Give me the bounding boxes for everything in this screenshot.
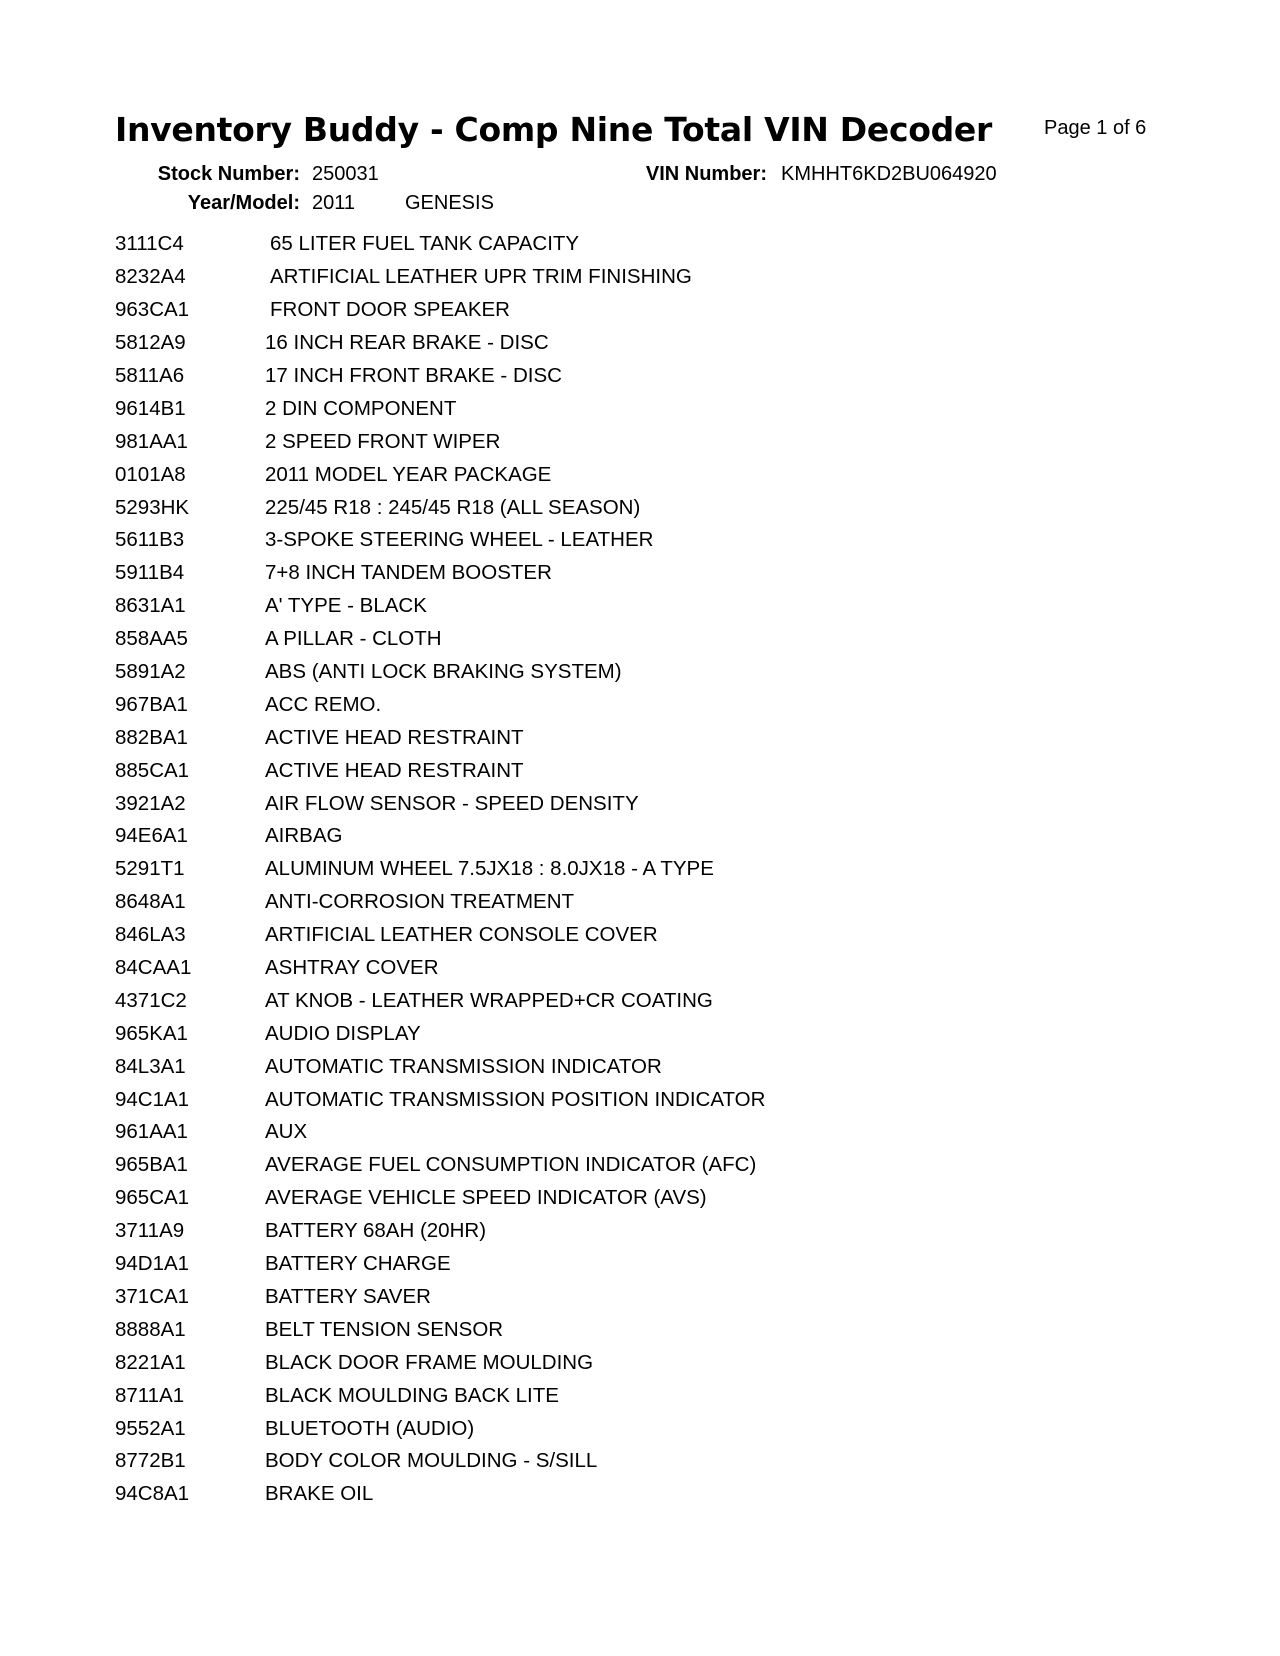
option-row [115, 1116, 1175, 1149]
option-code: 8221A1 [115, 1350, 186, 1374]
option-row [115, 787, 1175, 820]
option-description: 17 INCH FRONT BRAKE - DISC [265, 364, 562, 387]
option-code: 4371C2 [115, 988, 187, 1012]
option-row [115, 425, 1175, 458]
option-code: 5293HK [115, 495, 190, 519]
option-row [115, 1050, 1175, 1083]
option-description: BLACK MOULDING BACK LITE [265, 1383, 559, 1407]
page-number: Page 1 of 6 [1044, 117, 1147, 139]
option-row [115, 688, 1175, 721]
option-description: ASHTRAY COVER [265, 956, 439, 980]
option-description: AUX [265, 1120, 308, 1144]
option-row [115, 1412, 1175, 1445]
option-description: 225/45 R18 : 245/45 R18 (ALL SEASON) [265, 495, 641, 519]
option-code: 858AA5 [115, 627, 188, 651]
option-code: 965BA1 [115, 1153, 188, 1177]
option-code: 5291T1 [115, 857, 185, 881]
option-description: BLUETOOTH (AUDIO) [265, 1416, 475, 1440]
option-description: A PILLAR - CLOTH [265, 627, 442, 651]
option-row [115, 1017, 1175, 1050]
option-description: ABS (ANTI LOCK BRAKING SYSTEM) [265, 660, 622, 684]
option-description: AIRBAG [265, 824, 343, 848]
option-description: AVERAGE VEHICLE SPEED INDICATOR (AVS) [265, 1186, 707, 1210]
option-row [115, 228, 1175, 261]
option-code: 84L3A1 [115, 1054, 186, 1078]
option-row [115, 656, 1175, 689]
option-row [115, 1346, 1175, 1379]
option-description: ACTIVE HEAD RESTRAINT [265, 758, 524, 782]
option-description: AVERAGE FUEL CONSUMPTION INDICATOR (AFC) [265, 1153, 757, 1177]
option-code: 8711A1 [115, 1383, 185, 1407]
option-description: 2 SPEED FRONT WIPER [265, 429, 501, 453]
option-code: 5811A6 [115, 364, 185, 387]
option-description: BATTERY SAVER [265, 1284, 431, 1308]
option-code: 371CA1 [115, 1284, 190, 1308]
option-code: 3921A2 [115, 791, 186, 815]
option-row [115, 1379, 1175, 1412]
option-row [115, 491, 1175, 524]
option-row [115, 360, 1175, 393]
option-row [115, 754, 1175, 787]
option-row [115, 1281, 1175, 1314]
option-description: AIR FLOW SENSOR - SPEED DENSITY [265, 791, 639, 815]
option-code: 5911B4 [115, 561, 185, 585]
vin-number-label: VIN Number: [645, 163, 767, 185]
option-row [115, 261, 1175, 294]
option-code: 8648A1 [115, 890, 186, 914]
option-code: 965KA1 [115, 1021, 188, 1045]
option-description: 7+8 INCH TANDEM BOOSTER [265, 561, 552, 585]
option-description: ANTI-CORROSION TREATMENT [265, 890, 575, 914]
option-code: 94C1A1 [115, 1087, 190, 1111]
option-code: 3111C4 [115, 232, 184, 256]
option-description: 2011 MODEL YEAR PACKAGE [265, 462, 552, 486]
option-row [115, 458, 1175, 491]
option-list [115, 228, 1175, 1511]
option-row [115, 294, 1175, 327]
option-row [115, 590, 1175, 623]
option-code: 963CA1 [115, 298, 190, 322]
option-code: 5891A2 [115, 660, 186, 684]
option-description: ACC REMO. [265, 692, 382, 716]
option-code: 8631A1 [115, 594, 186, 618]
option-code: 8888A1 [115, 1317, 186, 1341]
option-row [115, 820, 1175, 853]
option-row [115, 952, 1175, 985]
option-code: 9614B1 [115, 396, 186, 420]
option-row [115, 1248, 1175, 1281]
option-row [115, 327, 1175, 360]
option-code: 885CA1 [115, 758, 190, 782]
option-code: 94D1A1 [115, 1252, 190, 1276]
option-description: AUDIO DISPLAY [265, 1021, 421, 1045]
option-row [115, 392, 1175, 425]
stock-number-value: 250031 [312, 163, 379, 185]
option-code: 94C8A1 [115, 1482, 190, 1506]
option-row [115, 886, 1175, 919]
option-row [115, 984, 1175, 1017]
option-description: FRONT DOOR SPEAKER [270, 298, 510, 322]
option-row [115, 919, 1175, 952]
option-code: 882BA1 [115, 725, 188, 749]
option-row [115, 1182, 1175, 1215]
option-description: BLACK DOOR FRAME MOULDING [265, 1350, 594, 1374]
model-value: GENESIS [405, 192, 494, 214]
option-description: BATTERY 68AH (20HR) [265, 1219, 487, 1243]
option-description: ACTIVE HEAD RESTRAINT [265, 725, 524, 749]
option-row [115, 1083, 1175, 1116]
option-code: 967BA1 [115, 692, 188, 716]
option-code: 9552A1 [115, 1416, 186, 1440]
vin-number-value: KMHHT6KD2BU064920 [781, 163, 997, 185]
option-row [115, 1478, 1175, 1511]
option-description: 3-SPOKE STEERING WHEEL - LEATHER [265, 528, 654, 552]
option-code: 846LA3 [115, 923, 186, 947]
option-row [115, 1149, 1175, 1182]
option-description: 65 LITER FUEL TANK CAPACITY [270, 232, 580, 256]
option-code: 5812A9 [115, 331, 186, 355]
stock-number-label: Stock Number: [157, 163, 300, 185]
option-row [115, 1445, 1175, 1478]
option-code: 94E6A1 [115, 824, 188, 848]
option-row [115, 524, 1175, 557]
option-row [115, 1215, 1175, 1248]
option-description: BODY COLOR MOULDING - S/SILL [265, 1449, 598, 1473]
option-row [115, 1313, 1175, 1346]
option-description: ALUMINUM WHEEL 7.5JX18 : 8.0JX18 - A TYPE [265, 857, 714, 881]
option-description: ARTIFICIAL LEATHER UPR TRIM FINISHING [270, 265, 692, 289]
option-description: 2 DIN COMPONENT [265, 396, 457, 420]
option-description: A' TYPE - BLACK [265, 594, 427, 618]
option-code: 965CA1 [115, 1186, 190, 1210]
option-code: 981AA1 [115, 429, 188, 453]
option-description: AUTOMATIC TRANSMISSION INDICATOR [265, 1054, 662, 1078]
option-description: AUTOMATIC TRANSMISSION POSITION INDICATOR [265, 1087, 766, 1111]
option-row [115, 623, 1175, 656]
option-row [115, 557, 1175, 590]
option-row [115, 721, 1175, 754]
option-description: BRAKE OIL [265, 1482, 374, 1506]
document-title: Inventory Buddy - Comp Nine Total VIN Decoder [115, 110, 992, 149]
option-code: 3711A9 [115, 1219, 185, 1243]
option-code: 8772B1 [115, 1449, 186, 1473]
option-description: ARTIFICIAL LEATHER CONSOLE COVER [265, 923, 658, 947]
option-code: 5611B3 [115, 528, 185, 552]
option-description: BELT TENSION SENSOR [265, 1317, 504, 1341]
option-code: 84CAA1 [115, 956, 192, 980]
option-code: 961AA1 [115, 1120, 188, 1144]
option-row [115, 853, 1175, 886]
option-description: BATTERY CHARGE [265, 1252, 451, 1276]
option-description: AT KNOB - LEATHER WRAPPED+CR COATING [265, 988, 713, 1012]
option-code: 8232A4 [115, 265, 186, 289]
option-code: 0101A8 [115, 462, 186, 486]
year-value: 2011 [312, 192, 356, 214]
option-description: 16 INCH REAR BRAKE - DISC [265, 331, 549, 355]
year-model-label: Year/Model: [187, 192, 300, 214]
